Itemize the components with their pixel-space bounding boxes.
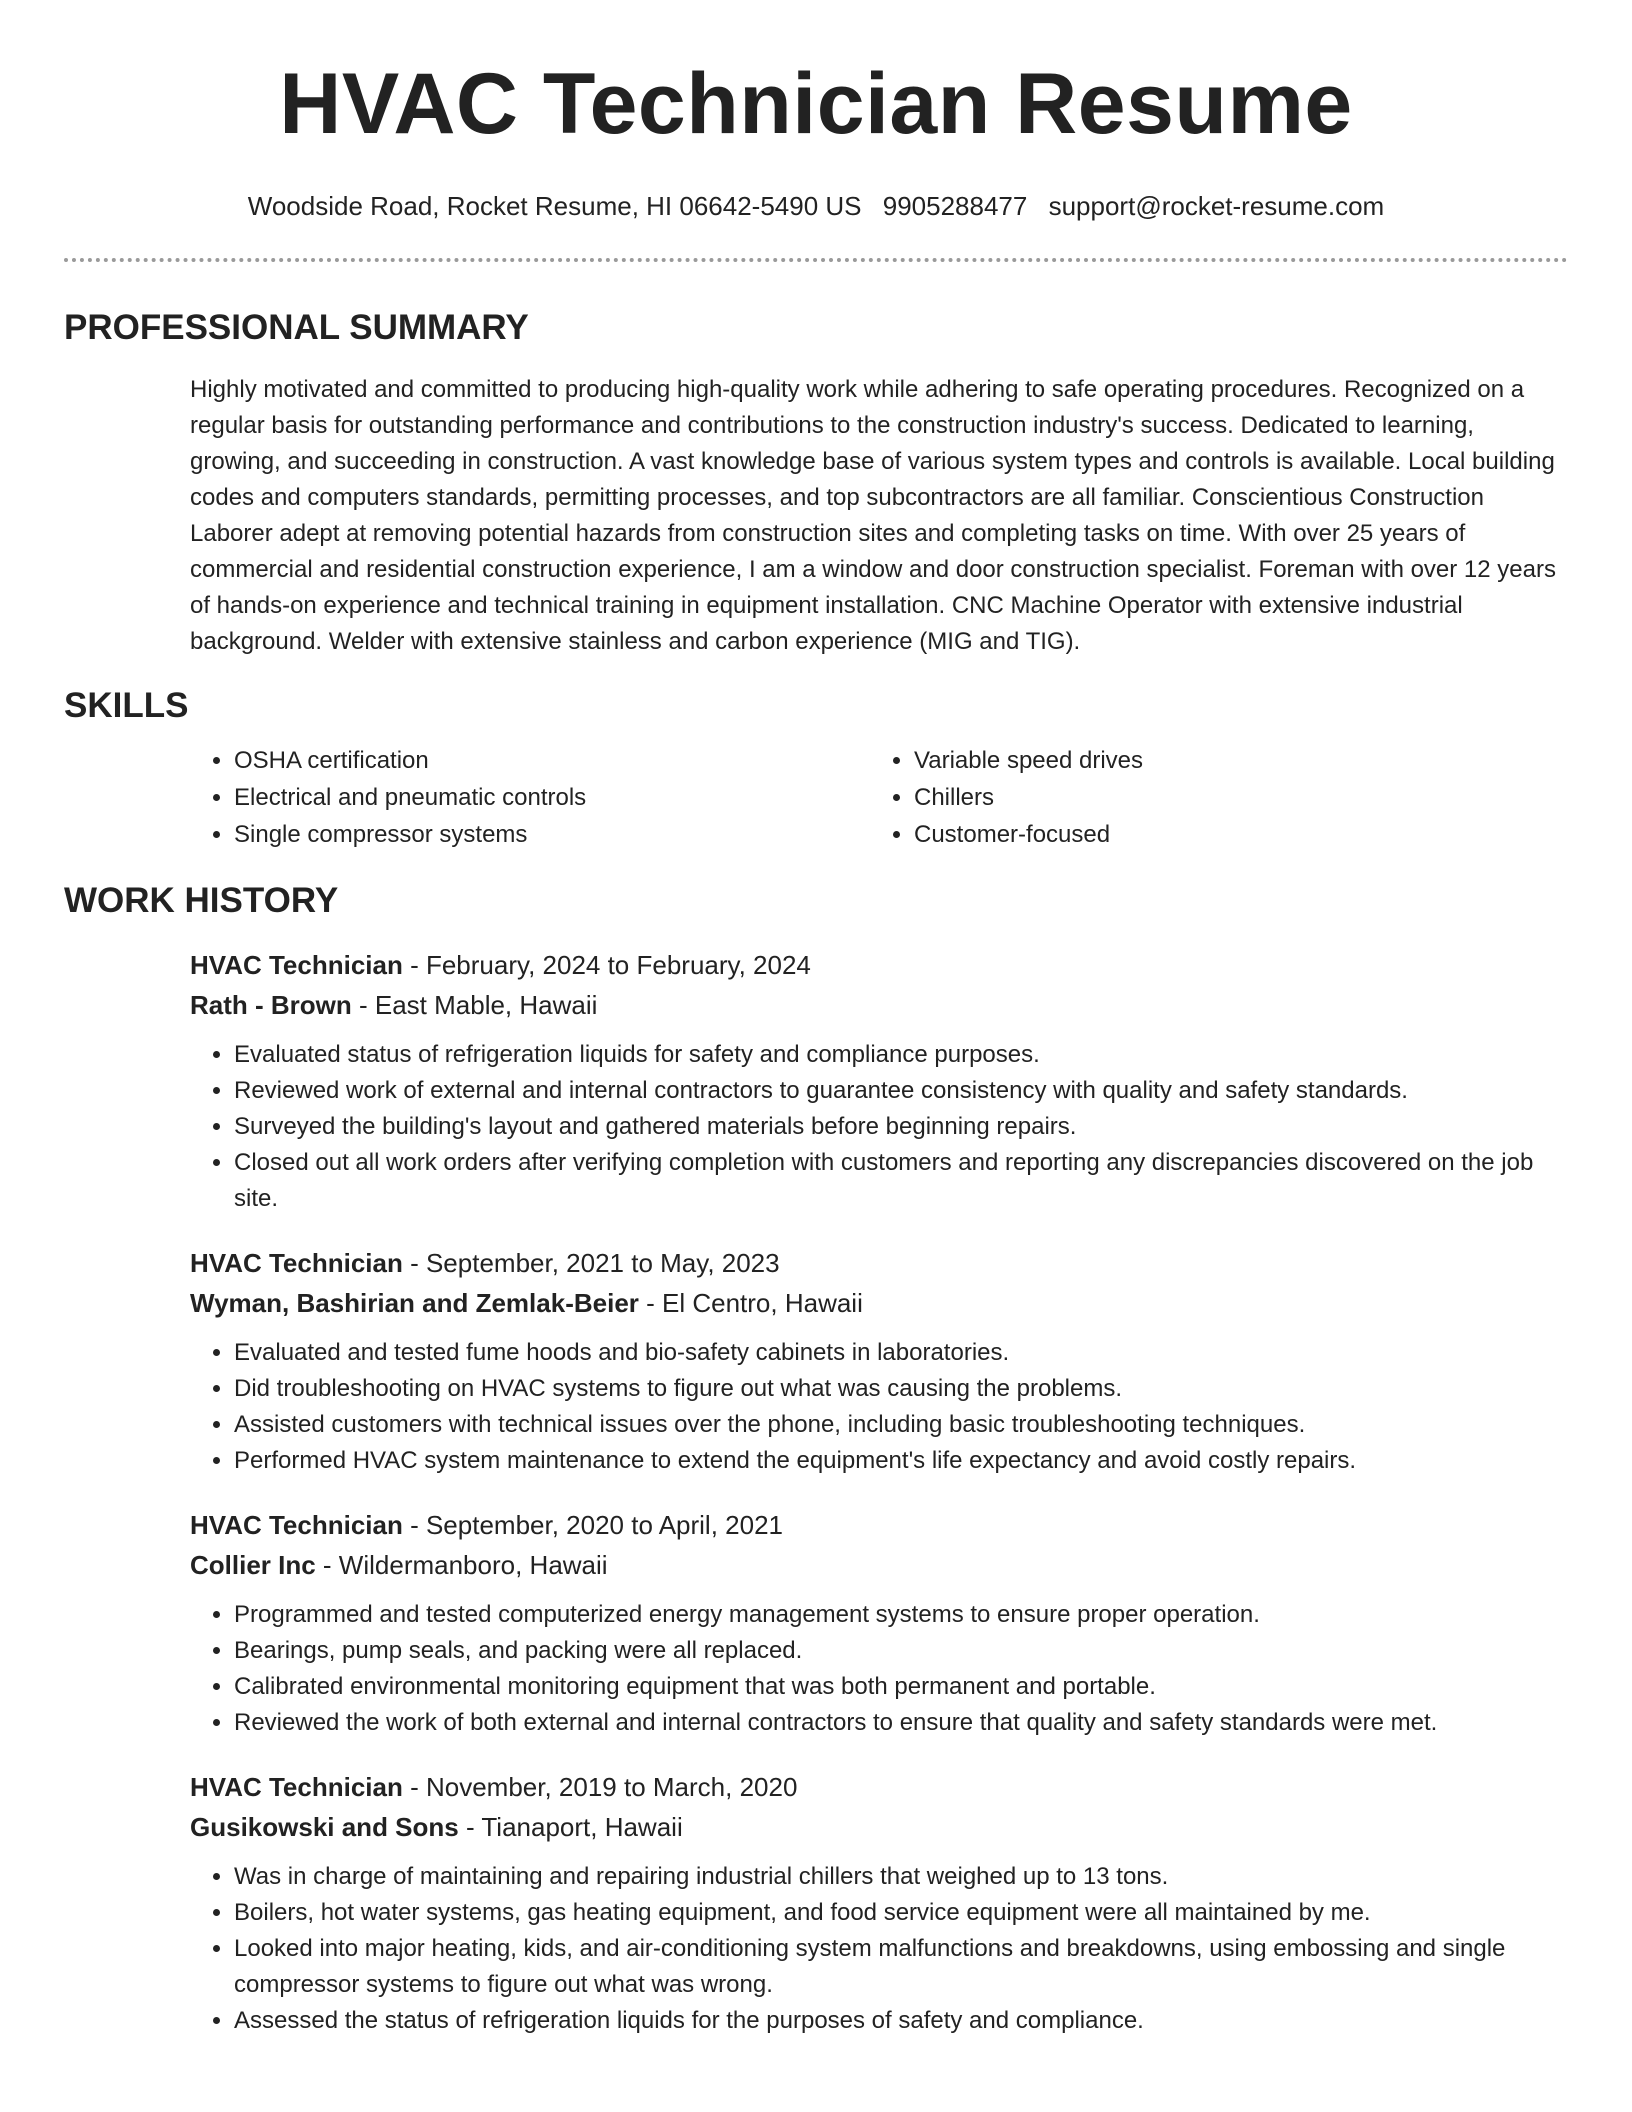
job-duties [190,1859,1568,2039]
job-company-line [190,1807,1568,1847]
job-entry [190,1243,1568,1479]
job-dates: - November, 2019 to March, 2020 [402,1772,798,1802]
summary-heading: PROFESSIONAL SUMMARY [64,308,529,347]
skill-item: • Customer-focused [914,816,1554,853]
job-duty: • Bearings, pump seals, and packing were all replaced. [234,1633,1568,1669]
job-entry [190,1505,1568,1741]
job-duty: • Did troubleshooting on HVAC systems to figure out what was causing the problems. [234,1371,1568,1407]
job-company-line [190,1545,1568,1585]
job-duty: • Surveyed the building's layout and gathered materials before beginning repairs. [234,1109,1568,1145]
resume-title: HVAC Technician Resume [279,56,1353,152]
job-company: Rath - Brown [190,990,352,1020]
work-history-heading: WORK HISTORY [64,881,339,920]
job-duty: • Closed out all work orders after verifying completion with customers and reporting any discrepancies discovered on the job site. [234,1145,1568,1217]
job-title-line [190,945,1568,985]
job-duty: • Boilers, hot water systems, gas heating equipment, and food service equipment were all maintained by me. [234,1895,1568,1931]
skills-column-right [870,742,1554,853]
job-duties [190,1335,1568,1479]
job-duty: • Looked into major heating, kids, and air-conditioning system malfunctions and breakdowns, using embossing and single compressor systems to figure out what was wrong. [234,1931,1568,2003]
job-title-line [190,1243,1568,1283]
job-duty: • Performed HVAC system maintenance to extend the equipment's life expectancy and avoid costly repairs. [234,1443,1568,1479]
job-duty: • Programmed and tested computerized energy management systems to ensure proper operation. [234,1597,1568,1633]
job-title-line [190,1505,1568,1545]
job-duties [190,1037,1568,1217]
skills-heading: SKILLS [64,686,189,725]
skill-item: • Single compressor systems [234,816,870,853]
job-title: HVAC Technician [190,1772,403,1802]
job-company-line [190,985,1568,1025]
job-location: - Tianaport, Hawaii [458,1812,683,1842]
job-company: Wyman, Bashirian and Zemlak-Beier [190,1288,639,1318]
job-duty: • Calibrated environmental monitoring equipment that was both permanent and portable. [234,1669,1568,1705]
skills-list [190,742,1568,853]
summary-text: Highly motivated and committed to producing high-quality work while adhering to safe operating procedures. Recognized on a regular basis for outstanding performance and contributions to the construction industry's success. Dedicated to learning, growing, and succeeding in construction. A vast knowledge base of various system types and controls is available. Local building codes and computers standards, permitting processes, and top subcontractors are all familiar. Conscientious Construction Laborer adept at removing potential hazards from construction sites and completing tasks on time. With over 25 years of commercial and residential construction experience, I am a window and door construction specialist. Foreman with over 12 years of hands-on experience and technical training in equipment installation. CNC Machine Operator with extensive industrial background. Welder with extensive stainless and carbon experience (MIG and TIG). [190,376,1556,655]
contact-phone: 9905288477 [882,191,1028,221]
skill-item: • Variable speed drives [914,742,1554,779]
job-duty: • Reviewed the work of both external and internal contractors to ensure that quality and safety standards were met. [234,1705,1568,1741]
job-location: - East Mable, Hawaii [351,990,598,1020]
job-duty: • Evaluated status of refrigeration liquids for safety and compliance purposes. [234,1037,1568,1073]
job-company-line [190,1283,1568,1323]
job-duty: • Was in charge of maintaining and repairing industrial chillers that weighed up to 13 tons. [234,1859,1568,1895]
skill-item: • OSHA certification [234,742,870,779]
skills-column-left [190,742,870,853]
job-title-line [190,1767,1568,1807]
job-dates: - February, 2024 to February, 2024 [402,950,811,980]
job-duty: • Evaluated and tested fume hoods and bio-safety cabinets in laboratories. [234,1335,1568,1371]
job-title: HVAC Technician [190,950,403,980]
job-title: HVAC Technician [190,1510,403,1540]
job-duty: • Assessed the status of refrigeration liquids for the purposes of safety and compliance. [234,2003,1568,2039]
job-company: Gusikowski and Sons [190,1812,459,1842]
skill-item: • Chillers [914,779,1554,816]
job-dates: - September, 2021 to May, 2023 [402,1248,780,1278]
job-company: Collier Inc [190,1550,316,1580]
job-entry [190,1767,1568,2039]
job-duty: • Assisted customers with technical issues over the phone, including basic troubleshooting techniques. [234,1407,1568,1443]
contact-line [64,188,1568,224]
job-duty: • Reviewed work of external and internal contractors to guarantee consistency with quality and safety standards. [234,1073,1568,1109]
header-divider [64,258,1568,262]
contact-address: Woodside Road, Rocket Resume, HI 06642-5490 US [247,191,862,221]
job-duties [190,1597,1568,1741]
resume-page [64,0,1568,2039]
contact-email: support@rocket-resume.com [1048,191,1385,221]
job-dates: - September, 2020 to April, 2021 [402,1510,783,1540]
job-entry [190,945,1568,1217]
job-location: - El Centro, Hawaii [638,1288,863,1318]
job-location: - Wildermanboro, Hawaii [315,1550,608,1580]
skill-item: • Electrical and pneumatic controls [234,779,870,816]
job-title: HVAC Technician [190,1248,403,1278]
